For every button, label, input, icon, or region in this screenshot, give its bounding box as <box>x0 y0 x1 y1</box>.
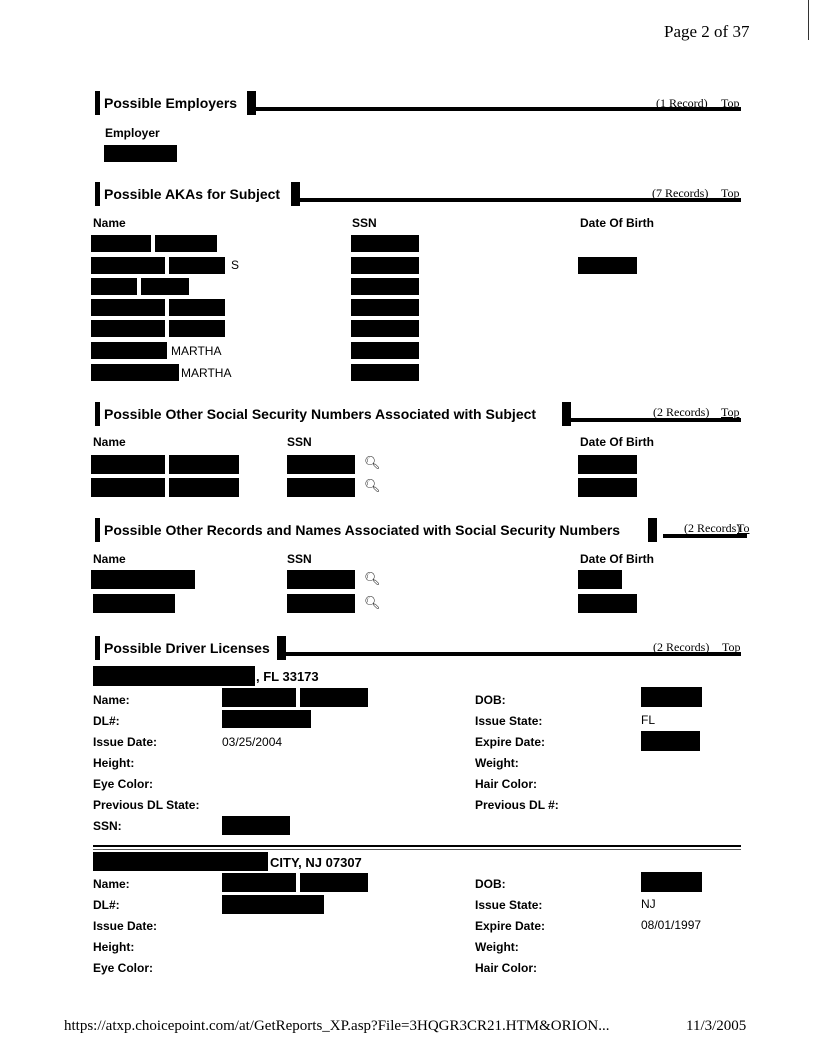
column-header-employer: Employer <box>105 126 160 140</box>
redaction-block <box>578 257 637 274</box>
redaction-block <box>93 666 255 686</box>
redaction-block <box>300 873 362 892</box>
top-link[interactable]: Top <box>721 186 740 200</box>
magnifier-icon[interactable]: 🔍︎ <box>364 478 381 493</box>
redaction-block <box>91 342 167 359</box>
label-previous-dl-number: Previous DL #: <box>475 798 559 812</box>
label-name: Name: <box>93 877 130 891</box>
label-name: Name: <box>93 693 130 707</box>
redaction-block <box>91 320 165 337</box>
redaction-block <box>362 873 368 892</box>
label-issue-date: Issue Date: <box>93 735 158 749</box>
label-hair-color: Hair Color: <box>475 777 538 791</box>
redaction-block <box>351 320 419 337</box>
aka-name-suffix: S <box>231 258 240 272</box>
redaction-block <box>91 257 165 274</box>
label-weight: Weight: <box>475 756 519 770</box>
redaction-block <box>287 570 355 589</box>
label-expire-date: Expire Date: <box>475 919 546 933</box>
label-issue-state: Issue State: <box>475 898 543 912</box>
label-dl-number: DL#: <box>93 714 120 728</box>
expire-date-value: 08/01/1997 <box>641 918 702 932</box>
top-link[interactable]: To <box>737 521 750 535</box>
redaction-block <box>578 594 637 613</box>
magnifier-icon[interactable]: 🔍︎ <box>364 455 381 470</box>
label-previous-dl-state: Previous DL State: <box>93 798 200 812</box>
record-count: (2 Records) <box>684 521 741 535</box>
section-title: Possible Driver Licenses <box>101 638 273 658</box>
redaction-block <box>351 299 419 316</box>
label-ssn: SSN: <box>93 819 122 833</box>
redaction-block <box>578 570 622 589</box>
column-header-dob: Date Of Birth <box>580 552 655 566</box>
label-issue-state: Issue State: <box>475 714 543 728</box>
redaction-block <box>141 278 189 295</box>
top-link[interactable]: Top <box>721 405 740 419</box>
issue-date-value: 03/25/2004 <box>222 735 283 749</box>
record-count: (2 Records) <box>653 405 710 419</box>
column-header-name: Name <box>93 216 126 230</box>
label-height: Height: <box>93 756 135 770</box>
record-count: (7 Records) <box>652 186 709 200</box>
section-header-akas <box>95 182 741 206</box>
redaction-block <box>93 594 175 613</box>
column-header-dob: Date Of Birth <box>580 216 655 230</box>
top-link[interactable]: Top <box>721 96 740 110</box>
section-header-licenses <box>95 636 741 660</box>
column-header-ssn: SSN <box>287 552 312 566</box>
record-count: (2 Records) <box>653 640 710 654</box>
record-count: (1 Record) <box>656 96 708 110</box>
redaction-block <box>300 688 362 707</box>
label-expire-date: Expire Date: <box>475 735 546 749</box>
section-header-other-records <box>95 518 655 542</box>
column-header-name: Name <box>93 435 126 449</box>
redaction-block <box>222 895 324 914</box>
redaction-block <box>169 455 239 474</box>
aka-name-suffix: MARTHA <box>171 344 222 358</box>
redaction-block <box>641 731 700 751</box>
redaction-block <box>169 299 225 316</box>
label-issue-date: Issue Date: <box>93 919 158 933</box>
redaction-block <box>351 342 419 359</box>
section-header-employers <box>95 91 741 115</box>
label-dl-number: DL#: <box>93 898 120 912</box>
section-header-other-ssn <box>95 402 741 426</box>
column-header-dob: Date Of Birth <box>580 435 655 449</box>
license-address: , FL 33173 <box>256 669 319 684</box>
redaction-block <box>169 257 225 274</box>
column-header-name: Name <box>93 552 126 566</box>
redaction-block <box>578 455 637 474</box>
redaction-block <box>91 364 179 381</box>
redaction-block <box>641 687 702 707</box>
redaction-block <box>287 594 355 613</box>
page-number: Page 2 of 37 <box>664 22 750 41</box>
redaction-block <box>91 570 195 589</box>
redaction-block <box>169 320 225 337</box>
label-hair-color: Hair Color: <box>475 961 538 975</box>
aka-name-suffix: MARTHA <box>181 366 232 380</box>
footer-url: https://atxp.choicepoint.com/at/GetReports_XP.asp?File=3HQGR3CR21.HTM&ORION... <box>64 1018 610 1034</box>
redaction-block <box>169 478 239 497</box>
redaction-block <box>222 873 296 892</box>
redaction-block <box>222 816 290 835</box>
issue-state-value: NJ <box>641 897 656 911</box>
column-header-ssn: SSN <box>287 435 312 449</box>
redaction-block <box>91 478 165 497</box>
record-divider <box>93 849 741 850</box>
record-divider <box>93 845 741 847</box>
redaction-block <box>362 688 368 707</box>
redaction-block <box>641 872 702 892</box>
redaction-block <box>91 235 151 252</box>
redaction-block <box>351 364 419 381</box>
redaction-block <box>222 710 311 728</box>
section-title: Possible Other Records and Names Associated with Social Security Numbers <box>101 520 623 540</box>
redaction-block <box>155 235 217 252</box>
redaction-block <box>351 257 419 274</box>
redaction-block <box>287 455 355 474</box>
label-weight: Weight: <box>475 940 519 954</box>
top-link[interactable]: Top <box>722 640 741 654</box>
redaction-block <box>578 478 637 497</box>
scan-edge <box>808 0 809 40</box>
redaction-block <box>287 478 355 497</box>
redaction-block <box>93 852 268 871</box>
label-dob: DOB: <box>475 877 506 891</box>
magnifier-icon[interactable]: 🔍︎ <box>364 595 381 610</box>
label-eye-color: Eye Color: <box>93 961 154 975</box>
label-height: Height: <box>93 940 135 954</box>
redaction-block <box>91 299 165 316</box>
license-address: CITY, NJ 07307 <box>270 855 362 870</box>
magnifier-icon[interactable]: 🔍︎ <box>364 571 381 586</box>
redaction-block <box>104 145 177 162</box>
redaction-block <box>91 278 137 295</box>
redaction-block <box>222 688 296 707</box>
redaction-block <box>351 235 419 252</box>
section-title: Possible Other Social Security Numbers Associated with Subject <box>101 404 539 424</box>
section-title: Possible AKAs for Subject <box>101 184 283 204</box>
column-header-ssn: SSN <box>352 216 377 230</box>
label-dob: DOB: <box>475 693 506 707</box>
redaction-block <box>351 278 419 295</box>
footer-date: 11/3/2005 <box>686 1018 747 1034</box>
issue-state-value: FL <box>641 713 656 727</box>
label-eye-color: Eye Color: <box>93 777 154 791</box>
section-title: Possible Employers <box>101 93 240 113</box>
redaction-block <box>91 455 165 474</box>
